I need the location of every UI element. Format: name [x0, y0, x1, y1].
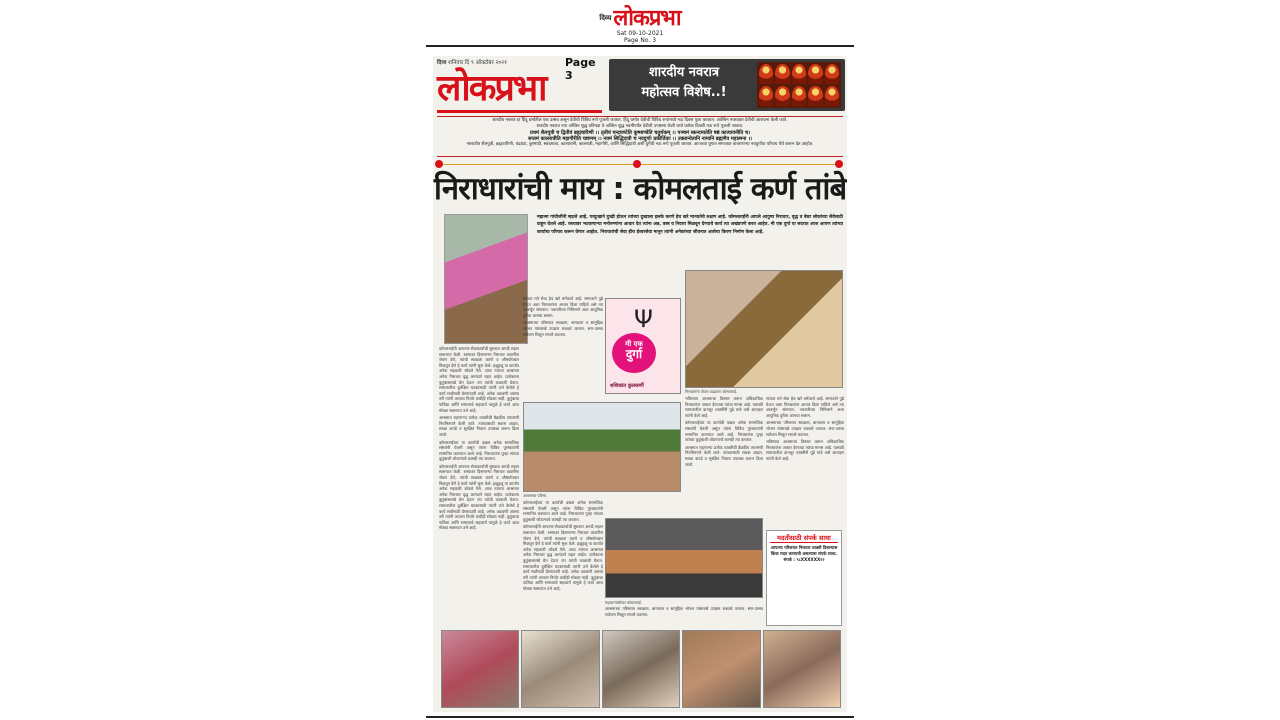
top-logo: [560, 6, 720, 30]
photo-serving-food: [685, 270, 843, 388]
masthead-date-text: शनिवार दि ९ ऑक्टोबर २०२१: [448, 60, 507, 66]
column-text: त्यांच्या मते सेवा हेच खरे धर्मकार्य आहे. समाजाने पुढे येऊन अशा निराधारांना आधार दिला पाहिजे असे त्या आवर्जून सांगतात. नवरात्रीच्या निमित्ताने अशा आधुनिक दुर्गेला आमचा सलाम.: [523, 296, 603, 318]
masthead: [437, 58, 605, 114]
photo-strip-item: [602, 630, 680, 708]
masthead-page: Page 3: [565, 56, 596, 82]
durga-author: शशिकांत कुलकर्णी: [610, 383, 644, 389]
column-text: कोमलताईंच्या या कार्याची दखल अनेक सामाजिक संस्थांनी घेतली असून त्यांना विविध पुरस्कारांनी सन्मानित करण्यात आले आहे. निराधारांना पुन्हा त्यांच्या कुटुंबाशी जोडण्याचे कामही त्या करतात.: [439, 439, 519, 462]
top-rule: [426, 45, 854, 47]
deity-icon: [808, 86, 822, 106]
deity-icon: [759, 86, 773, 106]
article-column-5: [523, 500, 603, 626]
contact-panel: [766, 530, 842, 626]
bottom-photo-strip: [441, 630, 841, 708]
column-text: कोमलताईंच्या या कार्याची दखल अनेक सामाजिक संस्थांनी घेतली असून त्यांना विविध पुरस्कारांनी सन्मानित करण्यात आले आहे. निराधारांना पुन्हा त्यांच्या कुटुंबाशी जोडण्याचे कामही त्या करतात.: [685, 420, 763, 443]
deity-icon: [825, 64, 839, 84]
top-date: Sat 09-10-2021: [616, 30, 664, 37]
mi-ek-durga-box: [605, 298, 681, 394]
deity-icon: [792, 86, 806, 106]
contact-title: मदतीसाठी संपर्क साधा: [770, 533, 838, 543]
deity-icon: [808, 64, 822, 84]
deities-image: [757, 62, 841, 108]
photo-ashram-building: [523, 402, 681, 492]
photo-caption: सहकाऱ्यांसोबत कोमलताई.: [605, 600, 642, 605]
contact-text: आपल्या परिसरात निराधार व्यक्ती दिसल्यास किंवा मदत करायची असल्यास संपर्क साधा.: [770, 545, 838, 556]
masthead-small: दिव्य: [437, 60, 447, 66]
column-text: कोमलताईंनी आपल्या सेवाकार्याची सुरुवात अगदी लहान स्वरूपात केली. रस्त्यावर दिसणाऱ्या निराधार व्यक्तींना जेवण देणे, त्यांची स्वच्छता करणे व औषधोपचार मिळवून देणे हे कार्य त्यांनी सुरू केले. हळूहळू या कार्यात अनेक सहकारी जोडले गेले. आज त्यांच्या आश्रमात अनेक निराधार वृद्ध आनंदाने राहत आहेत. प्रत्येकाला कुटुंबासारखे प्रेम देऊन त्या त्यांची काळजी घेतात. समाजातील दुर्लक्षित घटकांसाठी त्यांनी उभे केलेले हे कार्य सर्वांसाठी प्रेरणादायी आहे. अनेक अडचणी आल्या तरी त्यांनी आपला निर्धार कधीही सोडला नाही. कुटुंबाचा पाठिंबा आणि समाजाचे सहकार्य यामुळे हे कार्य आज मोठ्या स्वरूपात उभे आहे.: [439, 463, 519, 531]
column-text: आश्रमाच्या परिसरात स्वच्छता, बागकाम व सामूहिक भोजन यांसारखे उपक्रम राबवले जातात. सण-उत्सव सर्वजण मिळून साजरे करतात.: [605, 606, 763, 617]
top-page-no: Page No. 3: [623, 37, 657, 44]
photo-strip-item: [763, 630, 841, 708]
article-lead: महात्मा गांधीजींनी म्हटले आहे, परदुःखाने दुःखी होऊन त्यांच्या दुःखाला हलके करणे हेच खरे मानवतेचे लक्षण आहे. कोमलताईंनी आपले आयुष्य निराधार, वृद्ध व बेघर लोकांच्या सेवेसाठी वाहून घेतले आहे. रस्त्यावर भटकणाऱ्या मनोरुग्णांना आधार देत त्यांना अन्न, वस्त्र व निवारा मिळवून देण्याचे कार्य त्या अखंडपणे करत आहेत. मी एक दुर्गा या सदरात आज आपण त्यांच्या कार्याचा परिचय करून घेणार आहोत. निराधारांची सेवा हीच ईश्वरसेवा मानून त्यांनी अनेकांच्या जीवनात आशेचा किरण निर्माण केला आहे.: [537, 215, 843, 235]
photo-group: [605, 518, 763, 598]
deity-icon: [775, 86, 789, 106]
deity-icon: [792, 64, 806, 84]
banner-line1: शारदीय नवरात्र: [648, 65, 720, 80]
intro-shloka: प्रथमं शैलपुत्री च द्वितीयं ब्रह्मचारिणी ।। तृतीयं चन्द्रघण्टेति कूष्माण्डेति चतुर्थकम् ।। पञ्चमं स्कन्दमातेति षष्ठं कात्यायनीति च।: [529, 129, 751, 136]
intro-line: नवरात्रीत शैलपुत्री, ब्रह्मचारिणी, चंद्रघंटा, कुष्मांडी, स्कंदमाता, कात्यायनी, कालरात्री, महागौरी, आणि सिद्धिदात्री अशी दुर्गेची नऊ रूपे पूजली जातात. आजच्या युगात समाजात वावरणाऱ्या नवदुर्गांचा परिचय येथे करून देत आहोत.: [466, 142, 814, 148]
column-text: आश्रमाच्या परिसरात स्वच्छता, बागकाम व सामूहिक भोजन यांसारखे उपक्रम राबवले जातात. सण-उत्सव सर्वजण मिळून साजरे करतात.: [523, 320, 603, 337]
column-text: आश्रमात राहणाऱ्या प्रत्येक व्यक्तीची वैद्यकीय तपासणी नियमितपणे केली जाते. त्यांच्यासाठी सकस आहार, स्वच्छ कपडे व सुरक्षित निवारा उपलब्ध करून दिला जातो.: [439, 415, 519, 437]
top-logo-small: दिव्य: [599, 13, 612, 22]
intro-block: [437, 116, 843, 157]
intro-shloka: सप्तमं कालरात्रीति महागौरीति चाष्टमम् ।। नवमं सिद्धिदात्री च नवदुर्गाः प्रकीर्तिताः ।। उक्तान्येतानि नामानि ब्रह्मणैव महात्मना ।।: [528, 136, 752, 142]
newspaper-page: [433, 56, 847, 712]
durga-line2: दुर्गा: [625, 347, 643, 361]
photo-caption: निराधारांना जेवण वाढताना कोमलताई.: [685, 389, 738, 394]
trishul-icon: Ψ: [634, 305, 653, 333]
top-logo-text: लोकप्रभा: [613, 5, 681, 31]
top-header: [560, 6, 720, 44]
photo-caption: आश्रमाचा परिसर.: [523, 493, 548, 498]
article-headline: निराधारांची माय : कोमलताई कर्ण तांबे: [433, 171, 847, 207]
deity-icon: [759, 64, 773, 84]
intro-line: शारदीय नवरात्र हा हिंदू धर्मातील एक उत्सव असून देवीची विविध रूपे पूजली जातात. हिंदू धर्मात देवीची विविध रूपांमध्ये नऊ दिवस पूजा करतात. आश्विन नवरात्रात देवीची आराधना केली जाते.: [492, 118, 788, 123]
masthead-date: [437, 58, 507, 66]
article-column-6: [605, 606, 763, 628]
contact-phone: संपर्क : ९८XXXXXX१२: [783, 556, 825, 562]
photo-feeding-elder: [444, 214, 528, 344]
column-text: आश्रमाच्या परिसरात स्वच्छता, बागकाम व सामूहिक भोजन यांसारखे उपक्रम राबवले जातात. सण-उत्सव सर्वजण मिळून साजरे करतात.: [766, 420, 844, 437]
deity-icon: [775, 64, 789, 84]
column-text: कोमलताईंनी आपल्या सेवाकार्याची सुरुवात अगदी लहान स्वरूपात केली. रस्त्यावर दिसणाऱ्या निराधार व्यक्तींना जेवण देणे, त्यांची स्वच्छता करणे व औषधोपचार मिळवून देणे हे कार्य त्यांनी सुरू केले. हळूहळू या कार्यात अनेक सहकारी जोडले गेले. आज त्यांच्या आश्रमात अनेक निराधार वृद्ध आनंदाने राहत आहेत. प्रत्येकाला कुटुंबासारखे प्रेम देऊन त्या त्यांची काळजी घेतात. समाजातील दुर्लक्षित घटकांसाठी त्यांनी उभे केलेले हे कार्य सर्वांसाठी प्रेरणादायी आहे. अनेक अडचणी आल्या तरी त्यांनी आपला निर्धार कधीही सोडला नाही. कुटुंबाचा पाठिंबा आणि समाजाचे सहकार्य यामुळे हे कार्य आज मोठ्या स्वरूपात उभे आहे.: [439, 346, 519, 413]
durga-badge: [612, 333, 656, 373]
navratri-banner: [609, 59, 845, 111]
photo-strip-item: [441, 630, 519, 708]
column-text: आश्रमात राहणाऱ्या प्रत्येक व्यक्तीची वैद्यकीय तपासणी नियमितपणे केली जाते. त्यांच्यासाठी सकस आहार, स्वच्छ कपडे व सुरक्षित निवारा उपलब्ध करून दिला जातो.: [685, 444, 763, 467]
divider-dot: [435, 160, 443, 168]
article-column-1: [439, 346, 519, 626]
banner-line2: महोत्सव विशेष..!: [641, 85, 727, 100]
column-text: भविष्यात आश्रमाचा विस्तार करून अधिकाधिक निराधारांना आधार देण्याचा त्यांचा मानस आहे. यासाठी समाजातील दानशूर व्यक्तींनी पुढे यावे असे आवाहन त्यांनी केले आहे.: [685, 396, 763, 418]
intro-line: शारदीय नवरात्र ज्या अश्विन शुद्ध प्रतिपदा ते अश्विन शुद्ध नवमीपर्यंत देवीची उपासना केली जाते प्रत्येक दिवशी नऊ रूपे पूजली जातात.: [536, 123, 744, 129]
decorative-divider: [433, 160, 847, 168]
photo-strip-item: [521, 630, 599, 708]
masthead-logo: लोकप्रभा: [437, 67, 546, 109]
photo-strip-item: [682, 630, 760, 708]
masthead-underline: [437, 110, 602, 113]
divider-dot: [835, 160, 843, 168]
durga-line1: मी एक: [625, 340, 643, 348]
article-column-2: [523, 296, 603, 400]
divider-dot: [633, 160, 641, 168]
banner-text: [619, 63, 749, 103]
article-column-3: [685, 396, 763, 528]
column-text: त्यांच्या मते सेवा हेच खरे धर्मकार्य आहे. समाजाने पुढे येऊन अशा निराधारांना आधार दिला पाहिजे असे त्या आवर्जून सांगतात. नवरात्रीच्या निमित्ताने अशा आधुनिक दुर्गेला आमचा सलाम.: [766, 396, 844, 418]
column-text: कोमलताईंच्या या कार्याची दखल अनेक सामाजिक संस्थांनी घेतली असून त्यांना विविध पुरस्कारांनी सन्मानित करण्यात आले आहे. निराधारांना पुन्हा त्यांच्या कुटुंबाशी जोडण्याचे कामही त्या करतात.: [523, 500, 603, 522]
bottom-rule: [426, 716, 854, 718]
deity-icon: [825, 86, 839, 106]
column-text: कोमलताईंनी आपल्या सेवाकार्याची सुरुवात अगदी लहान स्वरूपात केली. रस्त्यावर दिसणाऱ्या निराधार व्यक्तींना जेवण देणे, त्यांची स्वच्छता करणे व औषधोपचार मिळवून देणे हे कार्य त्यांनी सुरू केले. हळूहळू या कार्यात अनेक सहकारी जोडले गेले. आज त्यांच्या आश्रमात अनेक निराधार वृद्ध आनंदाने राहत आहेत. प्रत्येकाला कुटुंबासारखे प्रेम देऊन त्या त्यांची काळजी घेतात. समाजातील दुर्लक्षित घटकांसाठी त्यांनी उभे केलेले हे कार्य सर्वांसाठी प्रेरणादायी आहे. अनेक अडचणी आल्या तरी त्यांनी आपला निर्धार कधीही सोडला नाही. कुटुंबाचा पाठिंबा आणि समाजाचे सहकार्य यामुळे हे कार्य आज मोठ्या स्वरूपात उभे आहे.: [523, 524, 603, 591]
article-column-4: [766, 396, 844, 528]
column-text: भविष्यात आश्रमाचा विस्तार करून अधिकाधिक निराधारांना आधार देण्याचा त्यांचा मानस आहे. यासाठी समाजातील दानशूर व्यक्तींनी पुढे यावे असे आवाहन त्यांनी केले आहे.: [766, 439, 844, 461]
